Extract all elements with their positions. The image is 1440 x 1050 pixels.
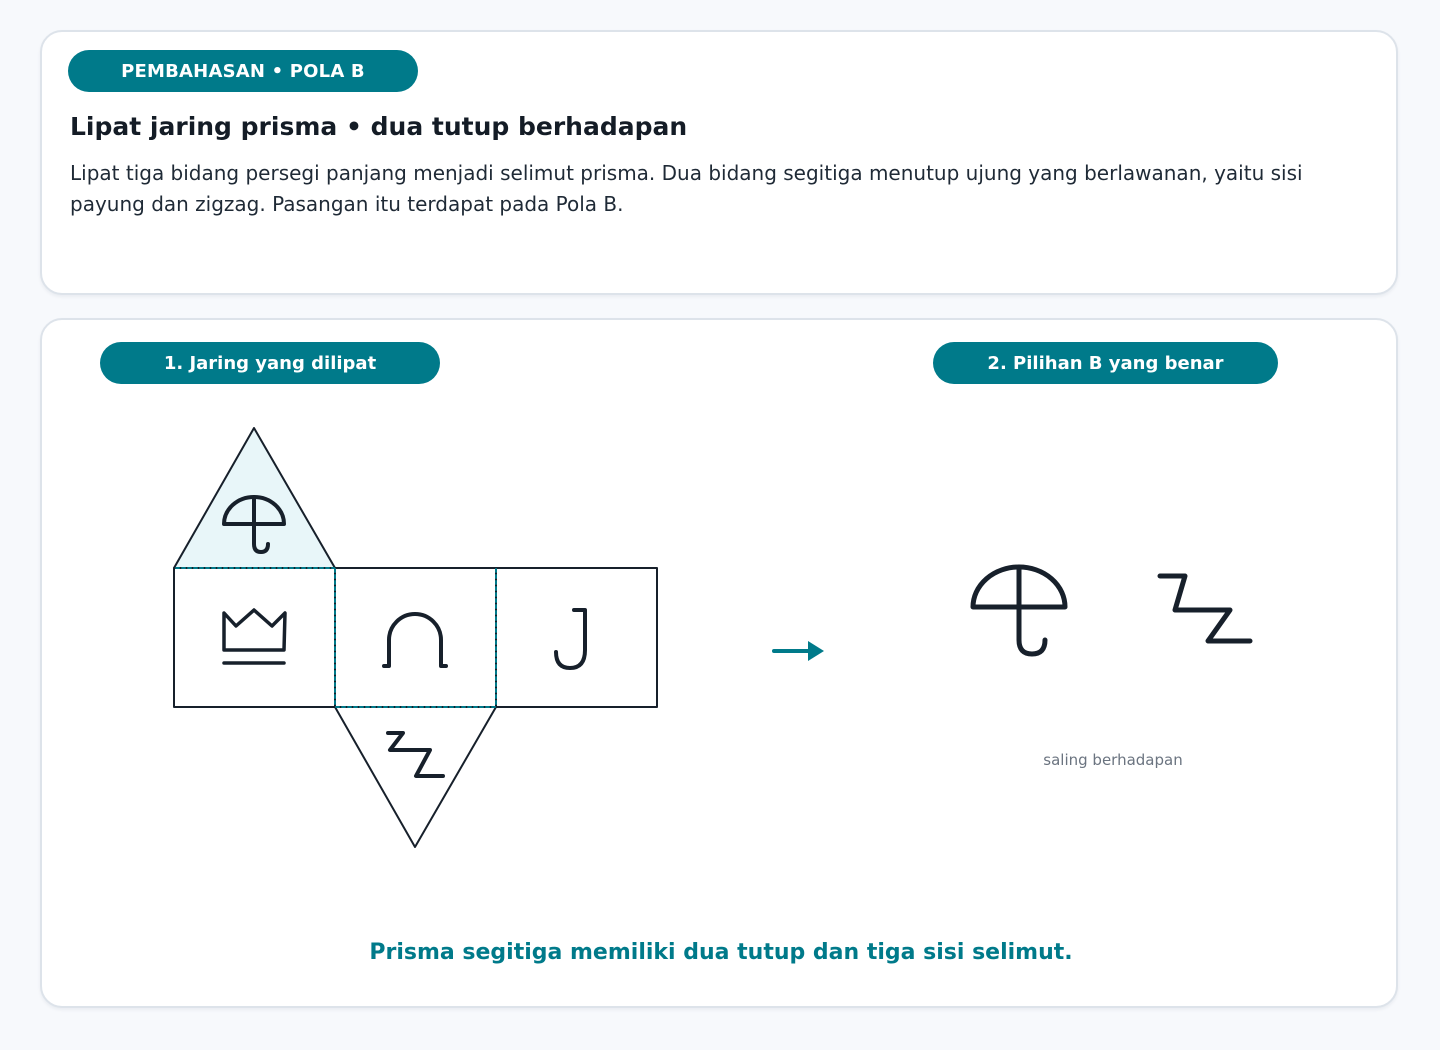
description-text: Lipat tiga bidang persegi panjang menjadi selimut prisma. Dua bidang segitiga menutup ujung yang berlawanan, yaitu sisi payung dan zigzag. Pasangan itu terdapat pada Pola B. [70,161,1303,216]
explanation-card [40,30,1398,295]
arrow-right-icon [774,641,824,661]
section-badge: PEMBAHASAN • POLA B [68,50,418,92]
page-title: Lipat jaring prisma • dua tutup berhadapan [70,112,688,141]
net-face-middle-rect [335,568,496,707]
answer-caption: saling berhadapan [1043,751,1183,769]
prism-net-diagram [42,320,1396,1006]
answer-zigzag-icon [1160,576,1250,641]
answer-umbrella-icon [973,567,1065,654]
conclusion-text: Prisma segitiga memiliki dua tutup dan tiga sisi selimut. [369,940,1073,965]
net-face-right-rect [496,568,657,707]
step-1-label: 1. Jaring yang dilipat [100,342,440,384]
step-2-label: 2. Pilihan B yang benar [933,342,1278,384]
diagram-card [40,318,1398,1008]
net-face-left-rect [174,568,335,707]
